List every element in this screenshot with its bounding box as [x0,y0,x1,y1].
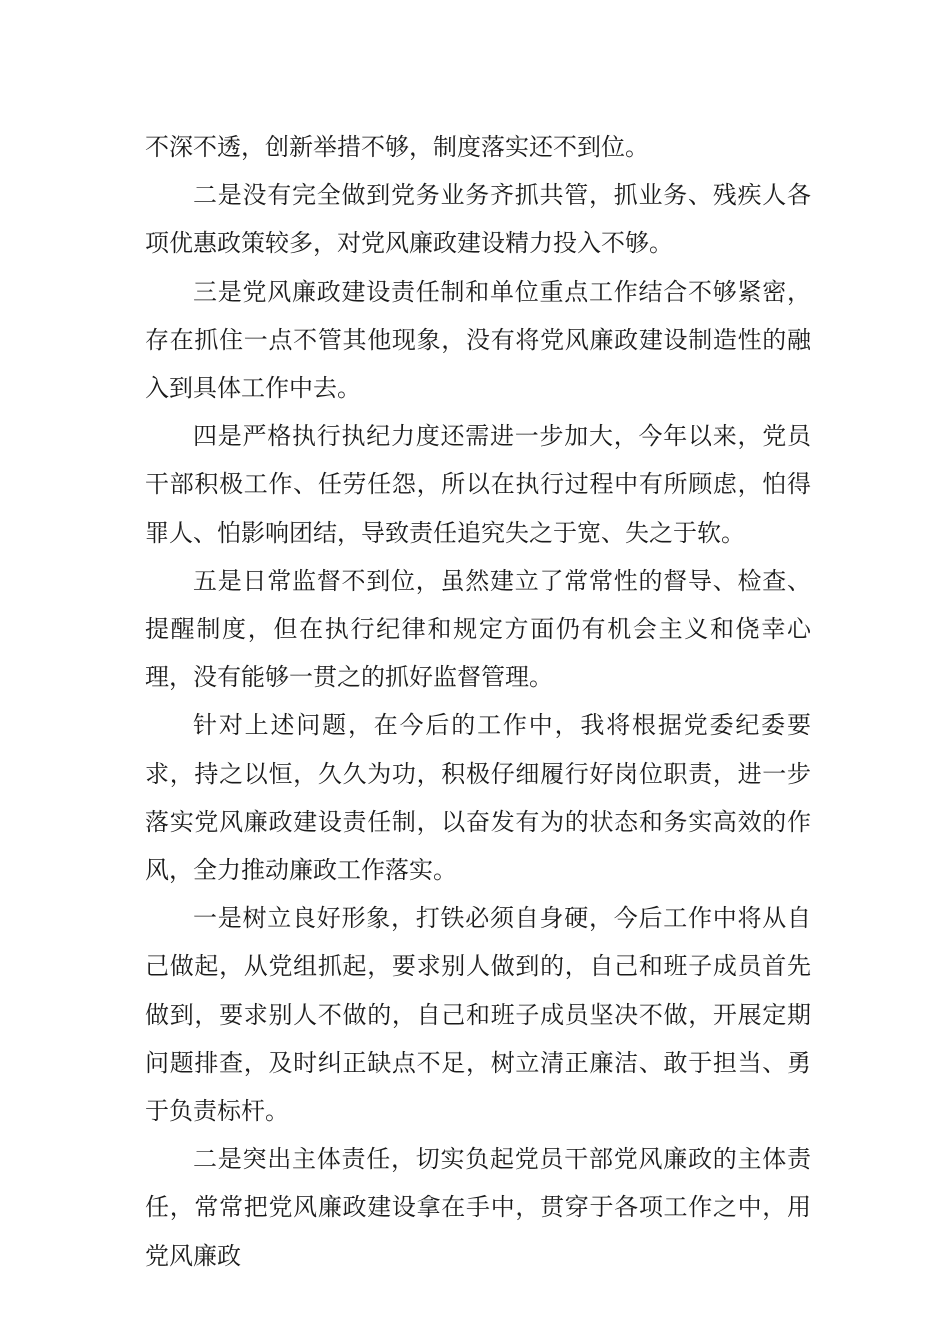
paragraph-7: 一是树立良好形象，打铁必须自身硬，今后工作中将从自己做起，从党组抓起，要求别人做到的，自己和班子成员首先做到，要求别人不做的，自己和班子成员坚决不做，开展定期问题排查，及时纠正缺点不足，树立清正廉洁、敢于担当、勇于负责标杆。 [145,904,811,1126]
paragraph-1: 不深不透，创新举措不够，制度落实还不到位。 [145,133,649,161]
paragraph-3: 三是党风廉政建设责任制和单位重点工作结合不够紧密，存在抓住一点不管其他现象，没有将党风廉政建设制造性的融入到具体工作中去。 [145,277,811,403]
paragraph-2: 二是没有完全做到党务业务齐抓共管，抓业务、残疾人各项优惠政策较多，对党风廉政建设精力投入不够。 [145,181,811,258]
paragraph-4: 四是严格执行执纪力度还需进一步加大，今年以来，党员干部积极工作、任劳任怨，所以在执行过程中有所顾虑，怕得罪人、怕影响团结，导致责任追究失之于宽、失之于软。 [145,422,811,547]
document-body [145,123,811,1280]
paragraph-8: 二是突出主体责任，切实负起党员干部党风廉政的主体责任，常常把党风廉政建设拿在手中，贯穿于各项工作之中，用党风廉政 [145,1145,811,1270]
paragraph-5: 五是日常监督不到位，虽然建立了常常性的督导、检查、提醒制度，但在执行纪律和规定方面仍有机会主义和侥幸心理，没有能够一贯之的抓好监督管理。 [145,566,811,692]
paragraph-6: 针对上述问题，在今后的工作中，我将根据党委纪委要求，持之以恒，久久为功，积极仔细履行好岗位职责，进一步落实党风廉政建设责任制，以奋发有为的状态和务实高效的作风，全力推动廉政工作落实。 [145,711,811,885]
